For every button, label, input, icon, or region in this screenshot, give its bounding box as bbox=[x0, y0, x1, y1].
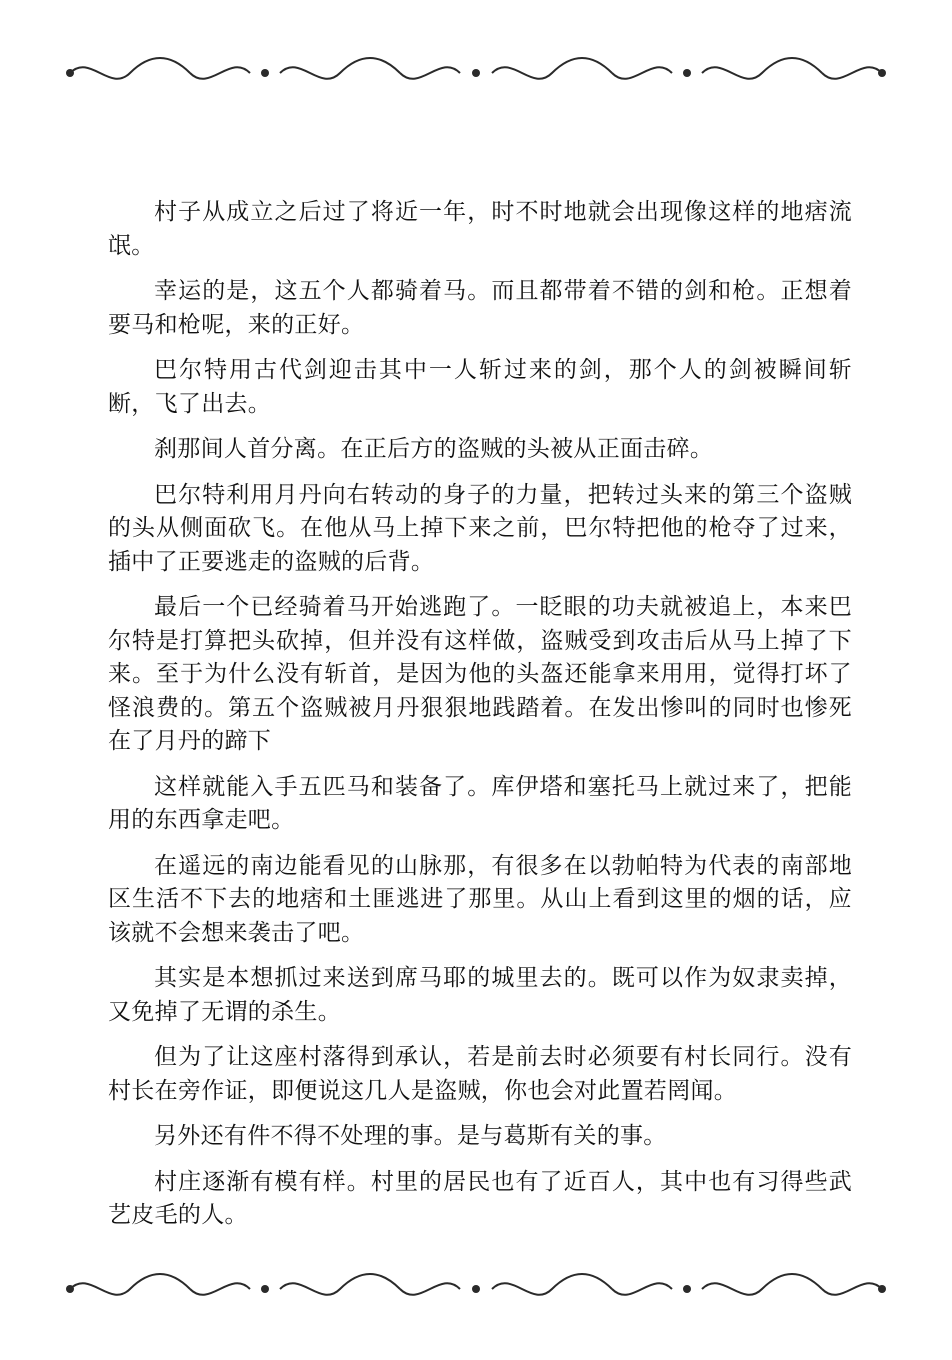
paragraph-3: 巴尔特用古代剑迎击其中一人斩过来的剑，那个人的剑被瞬间斩断，飞了出去。 bbox=[108, 357, 852, 417]
paragraph-1: 村子从成立之后过了将近一年，时不时地就会出现像这样的地痞流氓。 bbox=[108, 199, 852, 259]
paragraph-8: 在遥远的南边能看见的山脉那，有很多在以勃帕特为代表的南部地区生活不下去的地痞和土匪逃进了那里。从山上看到这里的烟的话，应该就不会想来袭击了吧。 bbox=[108, 852, 852, 946]
paragraph-7: 这样就能入手五匹马和装备了。库伊塔和塞托马上就过来了，把能用的东西拿走吧。 bbox=[108, 773, 852, 833]
paragraph-6: 最后一个已经骑着马开始逃跑了。一眨眼的功夫就被追上，本来巴尔特是打算把头砍掉，但并没有这样做，盗贼受到攻击后从马上掉了下来。至于为什么没有斩首，是因为他的头盔还能拿来用用，觉得打坏了怪浪费的。第五个盗贼被月丹狠狠地践踏着。在发出惨叫的同时也惨死在了月丹的蹄下 bbox=[108, 594, 852, 754]
paragraph-11: 另外还有件不得不处理的事。是与葛斯有关的事。 bbox=[154, 1123, 667, 1149]
page-body bbox=[108, 196, 852, 1245]
top-ornament-border bbox=[60, 48, 892, 98]
paragraph-12: 村庄逐渐有模有样。村里的居民也有了近百人，其中也有习得些武艺皮毛的人。 bbox=[108, 1168, 852, 1228]
paragraph-5: 巴尔特利用月丹向右转动的身子的力量，把转过头来的第三个盗贼的头从侧面砍飞。在他从马上掉下来之前，巴尔特把他的枪夺了过来，插中了正要逃走的盗贼的后背。 bbox=[108, 481, 852, 575]
paragraph-2: 幸运的是，这五个人都骑着马。而且都带着不错的剑和枪。正想着要马和枪呢，来的正好。 bbox=[108, 278, 852, 338]
bottom-ornament-border bbox=[60, 1264, 892, 1314]
paragraph-10: 但为了让这座村落得到承认，若是前去时必须要有村长同行。没有村长在旁作证，即便说这几人是盗贼，你也会对此置若罔闻。 bbox=[108, 1044, 852, 1104]
paragraph-4: 刹那间人首分离。在正后方的盗贼的头被从正面击碎。 bbox=[154, 436, 714, 462]
paragraph-9: 其实是本想抓过来送到席马耶的城里去的。既可以作为奴隶卖掉，又免掉了无谓的杀生。 bbox=[108, 965, 852, 1025]
